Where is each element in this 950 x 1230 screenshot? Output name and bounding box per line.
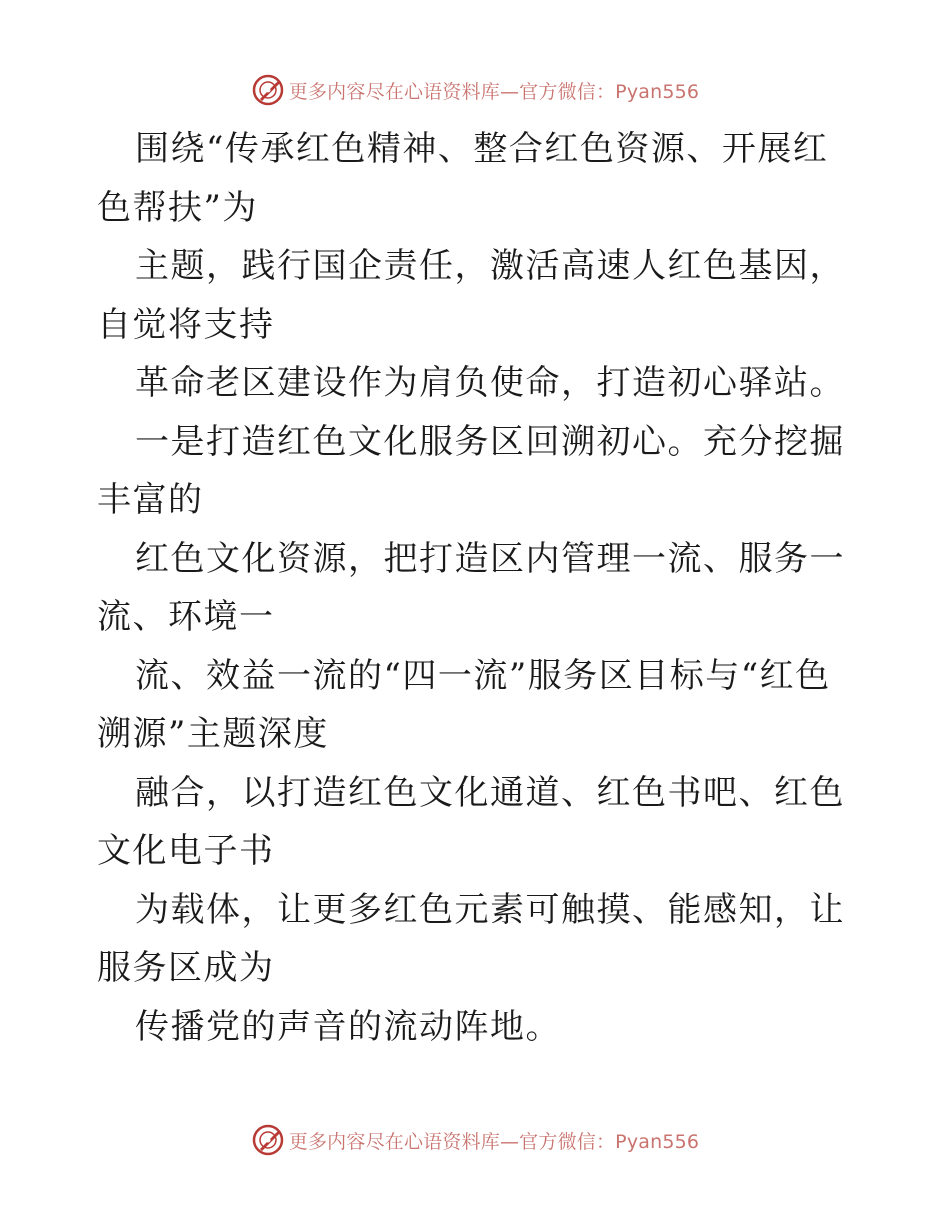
pen-logo-icon bbox=[251, 1123, 285, 1157]
footer-banner bbox=[0, 1120, 950, 1160]
paragraph: 革命老区建设作为肩负使命，打造初心驿站。 bbox=[135, 363, 845, 403]
paragraph: 融合，以打造红色文化通道、红色书吧、红色文化电子书 bbox=[97, 772, 845, 871]
document-body bbox=[97, 120, 857, 1056]
header-banner bbox=[0, 70, 950, 110]
paragraph: 流、效益一流的“四一流”服务区目标与“红色溯源”主题深度 bbox=[97, 655, 831, 754]
paragraph: 围绕“传承红色精神、整合红色资源、开展红色帮扶”为 bbox=[97, 129, 829, 228]
paragraph: 红色文化资源，把打造区内管理一流、服务一流、环境一 bbox=[97, 538, 845, 637]
paragraph: 一是打造红色文化服务区回溯初心。充分挖掘丰富的 bbox=[97, 421, 845, 520]
paragraph: 传播党的声音的流动阵地。 bbox=[135, 1006, 561, 1047]
paragraph: 为载体，让更多红色元素可触摸、能感知，让服务区成为 bbox=[97, 889, 845, 988]
banner-text: 更多内容尽在心语资料库—官方微信：Pyan556 bbox=[288, 80, 700, 103]
paragraph: 主题，践行国企责任，激活高速人红色基因，自觉将支持 bbox=[97, 246, 845, 345]
pen-logo-icon bbox=[251, 73, 285, 107]
banner-text: 更多内容尽在心语资料库—官方微信：Pyan556 bbox=[288, 1130, 700, 1153]
